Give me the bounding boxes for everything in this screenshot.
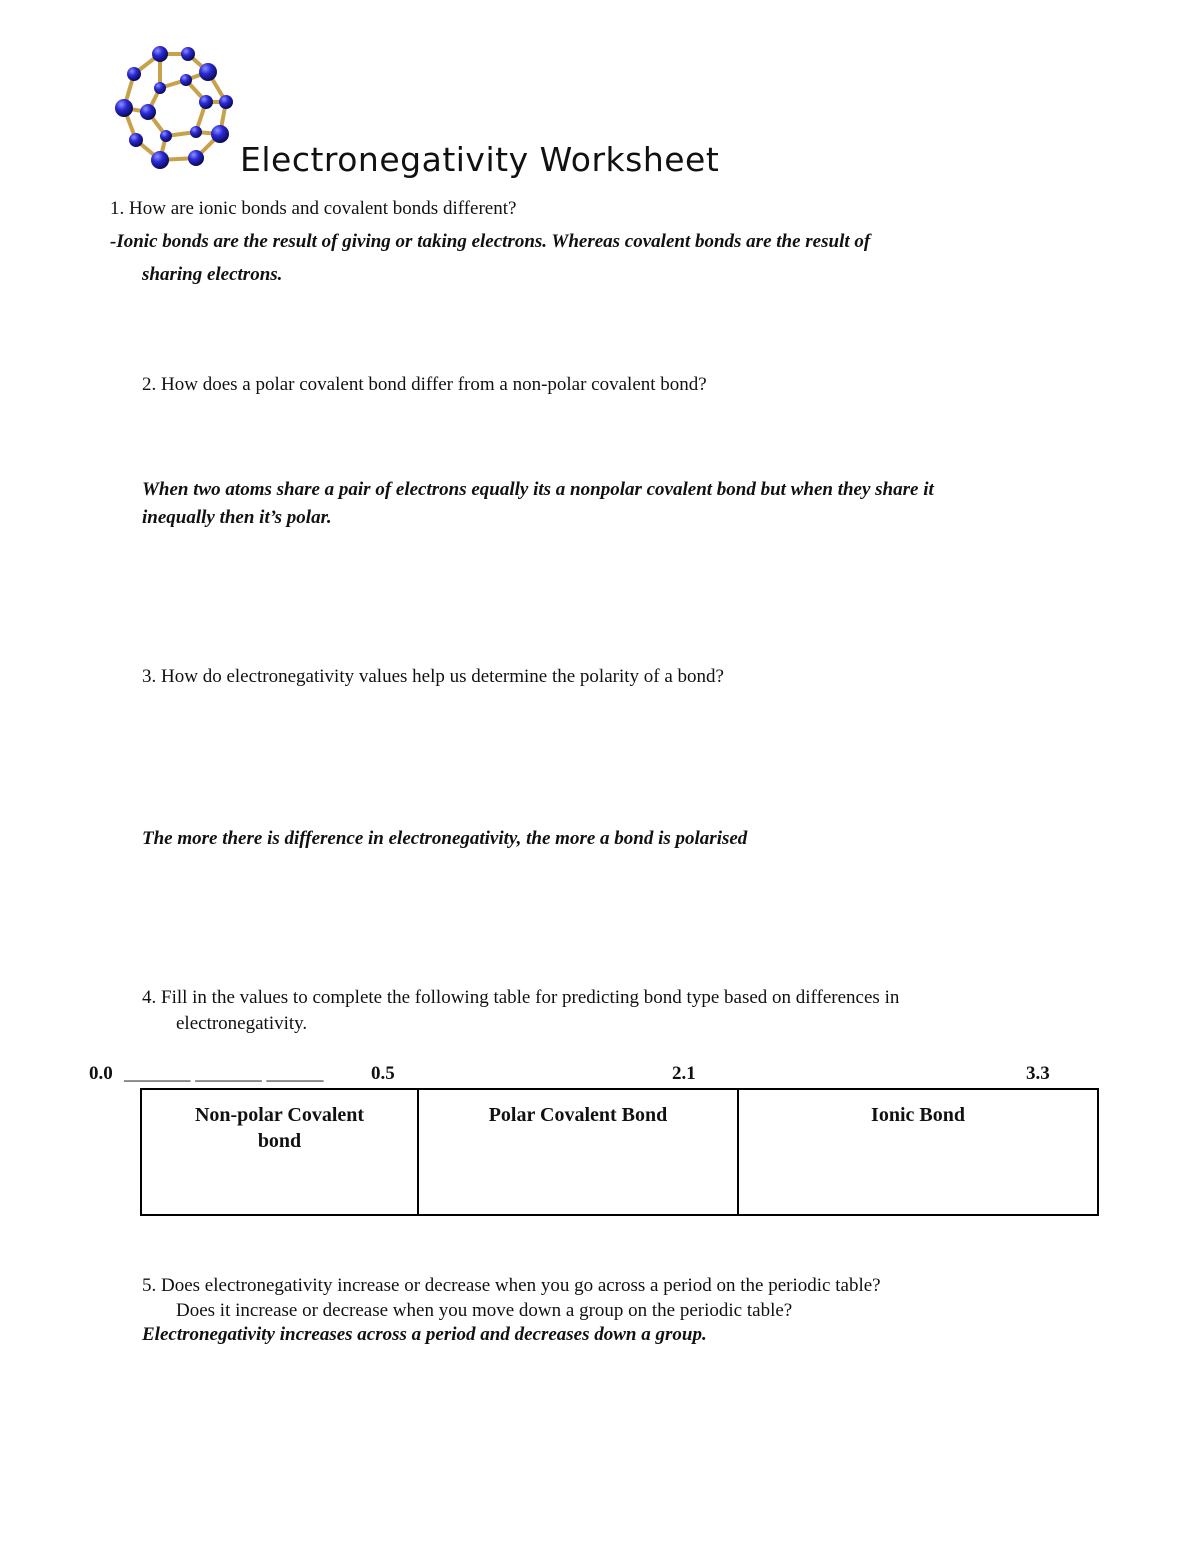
bond-type-table (140, 1088, 1099, 1216)
answer-1-line-1: -Ionic bonds are the result of giving or taking electrons. Whereas covalent bonds are the result of (110, 231, 871, 252)
question-text: Does electronegativity increase or decrease when you go across a period on the periodic table? (161, 1275, 881, 1296)
table-cell-nonpolar: Non-polar Covalent bond (141, 1089, 418, 1215)
buckyball-molecule-icon (108, 44, 243, 172)
table-cell-polar: Polar Covalent Bond (418, 1089, 738, 1215)
question-number: 2. (142, 374, 157, 395)
table-cell-ionic: Ionic Bond (738, 1089, 1098, 1215)
answer-3: The more there is difference in electronegativity, the more a bond is polarised (142, 828, 748, 849)
question-1 (110, 196, 516, 222)
question-number: 3. (142, 666, 157, 687)
question-2 (142, 372, 707, 398)
answer-2-line-2: inequally then it’s polar. (142, 507, 332, 528)
answer-5: Electronegativity increases across a period and decreases down a group. (142, 1324, 707, 1345)
scale-value-3-3: 3.3 (1026, 1063, 1050, 1084)
answer-1-line-2: sharing electrons. (142, 264, 283, 285)
question-number: 5. (142, 1275, 157, 1296)
question-5-line-2: Does it increase or decrease when you move down a group on the periodic table? (176, 1300, 793, 1321)
question-text: Fill in the values to complete the following table for predicting bond type based on differences in (161, 987, 900, 1008)
question-4 (142, 985, 899, 1011)
question-number: 4. (142, 987, 157, 1008)
table-row (141, 1089, 1098, 1215)
page-title: Electronegativity Worksheet (240, 140, 720, 179)
answer-2-line-1: When two atoms share a pair of electrons equally its a nonpolar covalent bond but when they share it (142, 479, 934, 500)
scale-value-0-5: 0.5 (371, 1063, 395, 1084)
question-text: How are ionic bonds and covalent bonds different? (129, 198, 517, 219)
question-text: How do electronegativity values help us determine the polarity of a bond? (161, 666, 724, 687)
question-text: How does a polar covalent bond differ from a non-polar covalent bond? (161, 374, 707, 395)
scale-value-2-1: 2.1 (672, 1063, 696, 1084)
question-4-line-2: electronegativity. (176, 1013, 308, 1034)
scale-start: 0.0 (89, 1063, 113, 1084)
scale-blanks[interactable]: _______ _______ ______ (124, 1063, 324, 1084)
question-5 (142, 1273, 881, 1299)
question-3 (142, 664, 724, 690)
question-number: 1. (110, 198, 125, 219)
